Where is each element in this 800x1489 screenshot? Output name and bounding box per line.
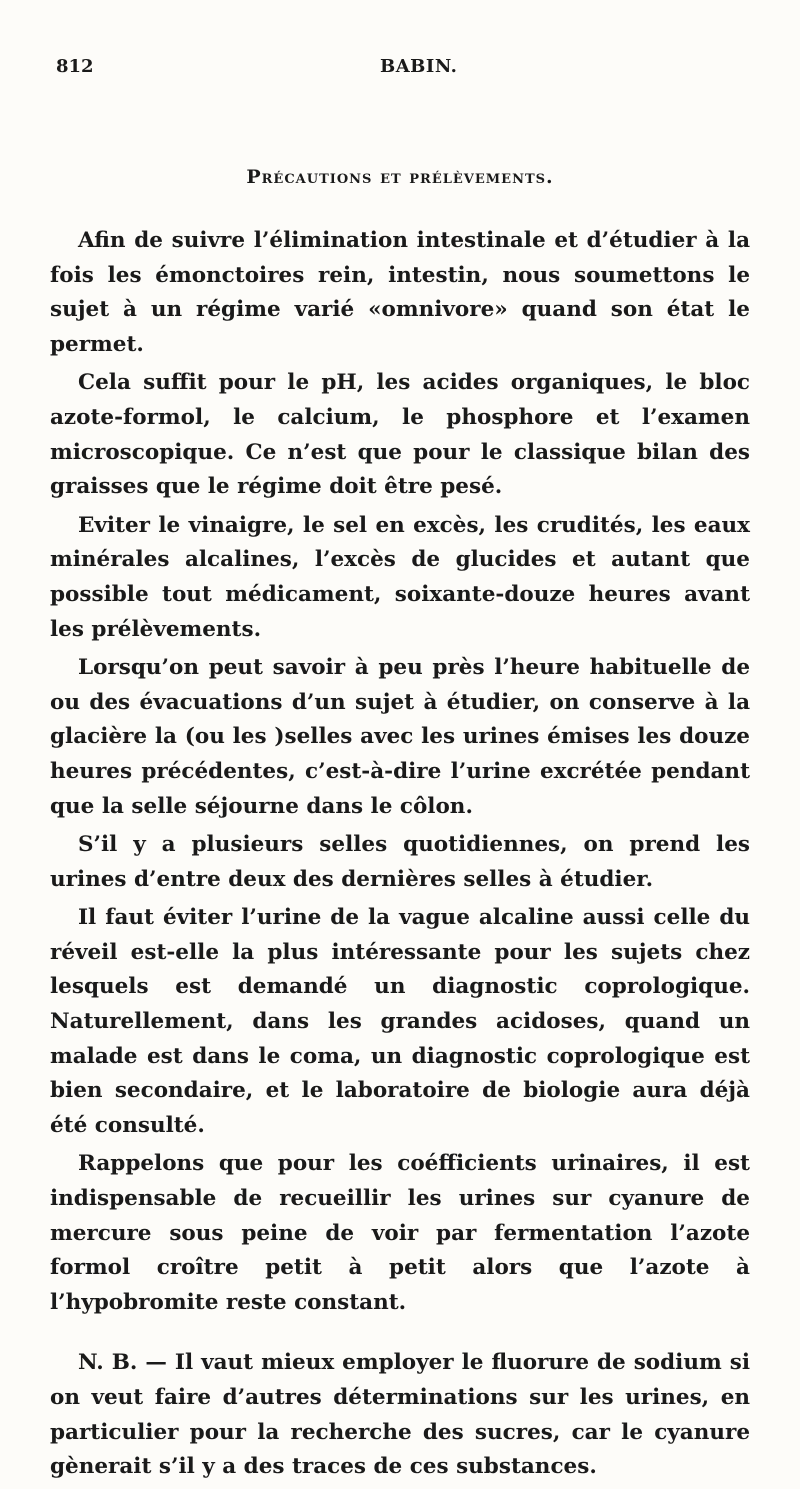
- page-header: [56, 56, 750, 88]
- paragraph-5: S’il y a plusieurs selles quotidiennes, on prend les urines d’entre deux des dernières selles à étudier.: [50, 832, 750, 892]
- paragraph-2: Cela suffit pour le pH, les acides organiques, le bloc azote-formol, le calcium, le phosphore et l’examen microscopique. Ce n’est que pour le classique bilan des graisses que le régime doit être pesé.: [50, 370, 750, 500]
- body-text: [50, 224, 750, 1489]
- paragraph-7: Rappelons que pour les coéfficients urinaires, il est indispensable de recueillir les urines sur cyanure de mercure sous peine de voir par fermentation l’azote formol croître petit à petit alors que l’azote à l’hypobromite reste constant.: [50, 1151, 750, 1315]
- nota-bene-paragraph: N. B. — Il vaut mieux employer le fluorure de sodium si on veut faire d’autres déterminations sur les urines, en particulier pour la recherche des sucres, car le cyanure gènerait s’il y a des traces de ces substances.: [50, 1350, 750, 1480]
- paragraph-3: Eviter le vinaigre, le sel en excès, les crudités, les eaux minérales alcalines, l’excès de glucides et autant que possible tout médicament, soixante-douze heures avant les prélèvements.: [50, 512, 750, 642]
- paragraph-1: Afin de suivre l’élimination intestinale et d’étudier à la fois les émonctoires rein, intestin, nous soumettons le sujet à un régime varié «omnivore» quand son état le permet.: [50, 228, 750, 357]
- running-head: BABIN.: [380, 56, 458, 77]
- paragraph-6: Il faut éviter l’urine de la vague alcaline aussi celle du réveil est-elle la plus intéressante pour les sujets chez lesquels est demandé un diagnostic coprologique. Naturellement, dans les grandes acidoses, quand un malade est dans le coma, un diagnostic coprologique est bien secondaire, et le laboratoire de biologie aura déjà été consulté.: [50, 905, 750, 1138]
- page-number: 812: [56, 56, 94, 77]
- section-title: Précautions et prélèvements.: [246, 166, 554, 188]
- paragraph-4: Lorsqu’on peut savoir à peu près l’heure habituelle de ou des évacuations d’un sujet à étudier, on conserve à la glacière la (ou les )selles avec les urines émises les douze heures précédentes, c’est-à-dire l’urine excrétée pendant que la selle séjourne dans le côlon.: [50, 655, 750, 819]
